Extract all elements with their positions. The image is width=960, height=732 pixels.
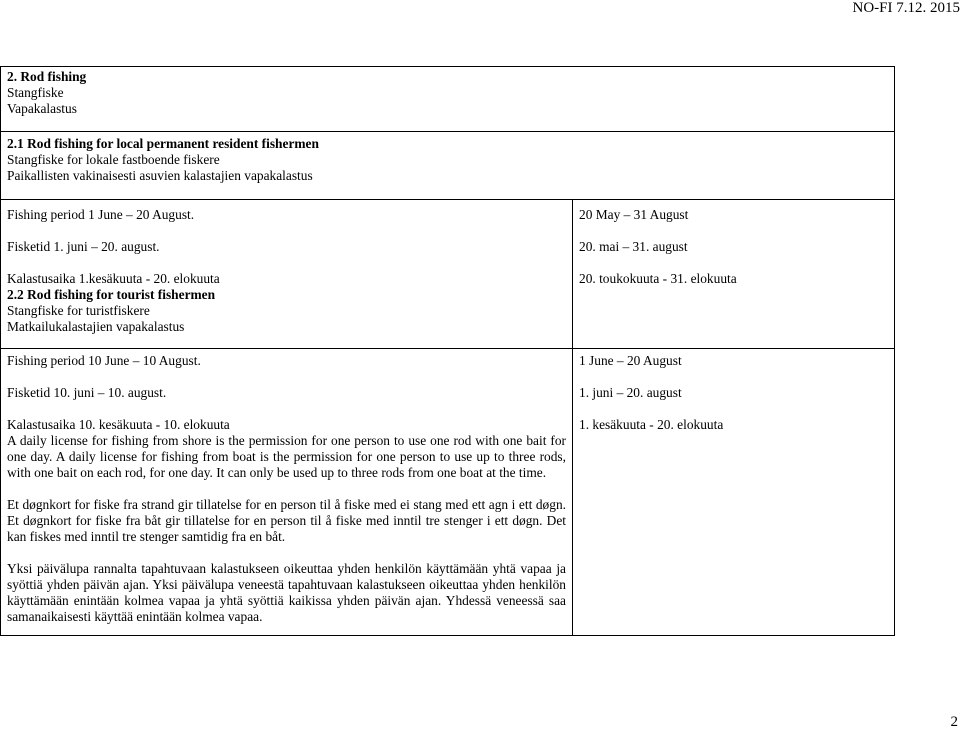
section-21-period-row	[1, 200, 895, 349]
section-22-title-fi: Matkailukalastajien vapakalastus	[7, 319, 185, 334]
section-21-title-fi: Paikallisten vakinaisesti asuvien kalastajien vapakalastus	[7, 168, 313, 183]
section-21-period-cell	[1, 200, 573, 349]
document-reference: NO-FI 7.12. 2015	[852, 0, 960, 16]
license-text-no: Et døgnkort for fiske fra strand gir tillatelse for en person til å fiske med ei stang med ett agn i ett døgn. Et døgnkort for fiske fra båt gir tillatelse for en person til å fiske med inntil tre stenger i ett døgn. Det kan fiskes med inntil tre stenger samtidig fra en båt.	[7, 497, 566, 544]
section-21-period-no: Fisketid 1. juni – 20. august.	[7, 239, 160, 254]
section-22-period-cell	[1, 349, 573, 636]
page-number: 2	[950, 714, 958, 730]
section-21-value-fi: 20. toukokuuta - 31. elokuuta	[579, 271, 737, 286]
section-22-period-fi: Kalastusaika 10. kesäkuuta - 10. elokuuta	[7, 417, 230, 432]
section-21-value-no: 20. mai – 31. august	[579, 239, 688, 254]
section-21-value-en: 20 May – 31 August	[579, 207, 689, 222]
section-21-heading-cell	[1, 132, 895, 200]
section-2-heading-cell	[1, 67, 895, 132]
section-22-value-fi: 1. kesäkuuta - 20. elokuuta	[579, 417, 724, 432]
section-2-row	[1, 67, 895, 132]
section-21-title-no: Stangfiske for lokale fastboende fiskere	[7, 152, 220, 167]
section-22-value-cell	[573, 349, 895, 636]
section-22-value-en: 1 June – 20 August	[579, 353, 682, 368]
section-2-title-no: Stangfiske	[7, 85, 64, 100]
section-21-value-cell	[573, 200, 895, 349]
section-21-title-en: 2.1 Rod fishing for local permanent resident fishermen	[7, 136, 319, 151]
section-2-title-fi: Vapakalastus	[7, 101, 77, 116]
section-2-title-en: 2. Rod fishing	[7, 69, 87, 84]
section-22-period-en: Fishing period 10 June – 10 August.	[7, 353, 201, 368]
section-21-heading-row	[1, 132, 895, 200]
license-text-fi: Yksi päivälupa rannalta tapahtuvaan kalastukseen oikeuttaa yhden henkilön käyttämään yhtä vapaa ja syöttiä yhden päivän ajan. Yksi päivälupa veneestä tapahtuvaan kalastukseen oikeuttaa yhden henkilön käyttämään enintään kolmea vapaa ja yhtä syöttiä kaikissa yhden päivän ajan. Yhdessä veneessä saa samanaikaisesti käyttää enintään kolmea vapaa.	[7, 561, 566, 624]
section-22-value-no: 1. juni – 20. august	[579, 385, 682, 400]
section-21-period-fi: Kalastusaika 1.kesäkuuta - 20. elokuuta	[7, 271, 220, 286]
section-22-title-en: 2.2 Rod fishing for tourist fishermen	[7, 287, 216, 302]
section-22-period-no: Fisketid 10. juni – 10. august.	[7, 385, 167, 400]
section-22-title-no: Stangfiske for turistfiskere	[7, 303, 150, 318]
regulation-table	[0, 66, 895, 636]
section-21-period-en: Fishing period 1 June – 20 August.	[7, 207, 195, 222]
section-22-period-row	[1, 349, 895, 636]
license-text-en: A daily license for fishing from shore is the permission for one person to use one rod with one bait for one day. A daily license for fishing from boat is the permission for one person to use up to three rods, with one bait on each rod, for one day. It can only be used up to three rods from one boat at the time.	[7, 433, 566, 480]
